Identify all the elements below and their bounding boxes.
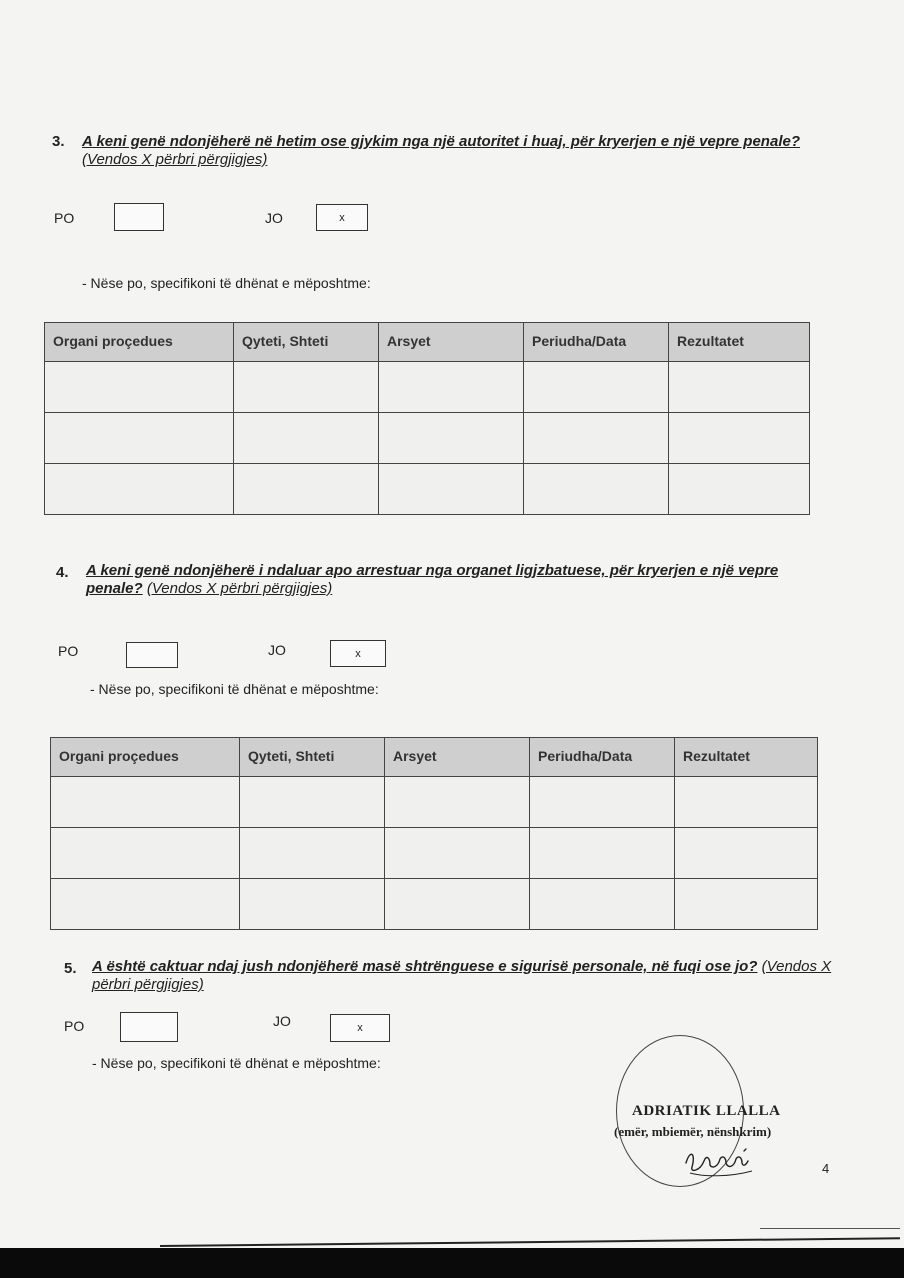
- col-header-rezultatet: Rezultatet: [675, 738, 818, 777]
- signature-name: ADRIATIK LLALLA: [632, 1103, 781, 1119]
- q3-question: [82, 133, 812, 169]
- table-cell[interactable]: [669, 413, 810, 464]
- table-cell[interactable]: [45, 362, 234, 413]
- q5-yes-box[interactable]: [120, 1012, 178, 1042]
- q4-no-box[interactable]: x: [330, 640, 386, 667]
- table-cell[interactable]: [524, 464, 669, 515]
- q3-instruction: (Vendos X përbri përgjigjes): [82, 151, 268, 168]
- q3-number: 3.: [52, 133, 65, 150]
- table-header-row: [45, 323, 810, 362]
- q3-no-box[interactable]: x: [316, 204, 368, 231]
- table-cell[interactable]: [51, 777, 240, 828]
- col-header-periudha: Periudha/Data: [524, 323, 669, 362]
- table-cell[interactable]: [45, 464, 234, 515]
- table-cell[interactable]: [51, 828, 240, 879]
- table-cell[interactable]: [675, 879, 818, 930]
- q5-note: - Nëse po, specifikoni të dhënat e mëposhtme:: [92, 1055, 381, 1071]
- table-row: [45, 413, 810, 464]
- table-cell[interactable]: [234, 464, 379, 515]
- col-header-arsyet: Arsyet: [385, 738, 530, 777]
- table-header-row: [51, 738, 818, 777]
- table-cell[interactable]: [379, 413, 524, 464]
- table-row: [45, 362, 810, 413]
- q3-question-text: A keni genë ndonjëherë në hetim ose gjykim nga një autoritet i huaj, për kryerjen e një vepre penale?: [82, 133, 800, 150]
- table-row: [51, 828, 818, 879]
- q3-yes-label: PO: [54, 210, 75, 226]
- page-number: 4: [822, 1161, 830, 1176]
- table-cell[interactable]: [234, 413, 379, 464]
- q4-yes-box[interactable]: [126, 642, 178, 668]
- table-row: [51, 879, 818, 930]
- table-cell[interactable]: [240, 828, 385, 879]
- q4-question: [86, 562, 816, 598]
- table-cell[interactable]: [51, 879, 240, 930]
- table-cell[interactable]: [530, 777, 675, 828]
- table-row: [45, 464, 810, 515]
- table-cell[interactable]: [385, 828, 530, 879]
- table-cell[interactable]: [669, 464, 810, 515]
- scan-border: [0, 1248, 904, 1278]
- q4-instruction: (Vendos X përbri përgjigjes): [146, 580, 333, 597]
- table-cell[interactable]: [385, 879, 530, 930]
- table-cell[interactable]: [669, 362, 810, 413]
- q5-question: [92, 958, 832, 994]
- handwritten-signature: [680, 1143, 760, 1179]
- table-cell[interactable]: [524, 362, 669, 413]
- table-cell[interactable]: [530, 828, 675, 879]
- col-header-rezultatet: Rezultatet: [669, 323, 810, 362]
- col-header-qyteti: Qyteti, Shteti: [234, 323, 379, 362]
- q3-details-table: [44, 322, 810, 515]
- col-header-arsyet: Arsyet: [379, 323, 524, 362]
- col-header-periudha: Periudha/Data: [530, 738, 675, 777]
- table-cell[interactable]: [45, 413, 234, 464]
- footer-rule-short: [760, 1228, 900, 1229]
- q4-question-text: A keni genë ndonjëherë i ndaluar apo arrestuar nga organet ligjzbatuese, për kryerjen e një vepre penale?: [86, 562, 779, 597]
- q5-no-box[interactable]: x: [330, 1014, 390, 1042]
- q4-yes-label: PO: [58, 643, 79, 659]
- q5-no-label: JO: [273, 1013, 291, 1029]
- q3-note: - Nëse po, specifikoni të dhënat e mëposhtme:: [82, 275, 371, 291]
- q3-no-label: JO: [265, 210, 283, 226]
- q5-question-text: A është caktuar ndaj jush ndonjëherë masë shtrënguese e sigurisë personale, në fuqi ose jo?: [92, 958, 758, 975]
- q4-no-label: JO: [268, 642, 286, 658]
- signature-caption: (emër, mbiemër, nënshkrim): [614, 1124, 772, 1139]
- table-cell[interactable]: [240, 777, 385, 828]
- q4-note: - Nëse po, specifikoni të dhënat e mëposhtme:: [90, 681, 379, 697]
- col-header-qyteti: Qyteti, Shteti: [240, 738, 385, 777]
- q5-instruction: (Vendos X përbri përgjigjes): [92, 958, 832, 993]
- table-cell[interactable]: [530, 879, 675, 930]
- q5-number: 5.: [64, 960, 77, 977]
- footer-rule: [160, 1237, 900, 1247]
- table-cell[interactable]: [379, 464, 524, 515]
- col-header-organi: Organi proçedues: [45, 323, 234, 362]
- table-cell[interactable]: [234, 362, 379, 413]
- q4-number: 4.: [56, 564, 69, 581]
- table-cell[interactable]: [379, 362, 524, 413]
- table-cell[interactable]: [524, 413, 669, 464]
- q5-yes-label: PO: [64, 1018, 85, 1034]
- q3-yes-box[interactable]: [114, 203, 164, 231]
- table-cell[interactable]: [385, 777, 530, 828]
- table-cell[interactable]: [240, 879, 385, 930]
- table-row: [51, 777, 818, 828]
- q4-details-table: [50, 737, 818, 930]
- table-cell[interactable]: [675, 777, 818, 828]
- col-header-organi: Organi proçedues: [51, 738, 240, 777]
- table-cell[interactable]: [675, 828, 818, 879]
